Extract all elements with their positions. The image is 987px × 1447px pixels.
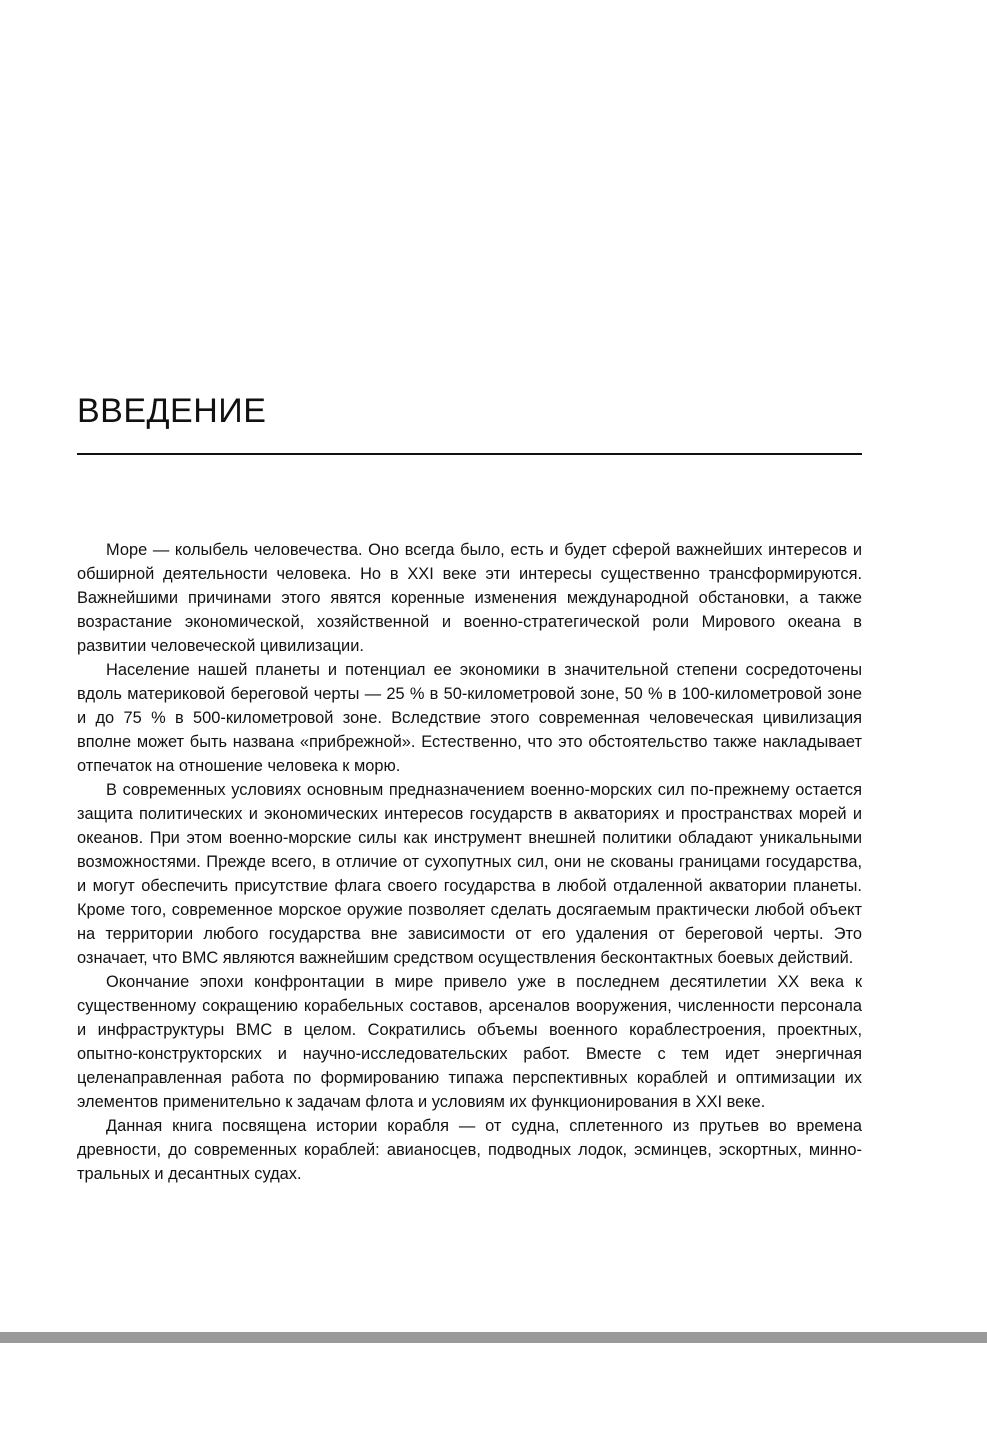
paragraph: Окончание эпохи конфронтации в мире привело уже в последнем десятилетии XX века к существенному сокращению корабельных составов, арсеналов вооружения, численности персонала и инфраструктуры ВМС в целом. Сократились объемы военного кораблестроения, проектных, опытно-конструкторских и научно-исследовательских работ. Вместе с тем идет энергичная целенаправленная работа по формированию типажа перспективных кораблей и оптимизации их элементов применительно к задачам флота и условиям их функционирования в XXI веке. [77,973,862,1111]
chapter-title: ВВЕДЕНИЕ [77,392,267,430]
paragraph: В современных условиях основным предназначением военно-морских сил по-прежнему остается защита политических и экономических интересов государств в акваториях и пространствах морей и океанов. При этом военно-морские силы как инструмент внешней политики обладают уникальными возможностями. Прежде всего, в отличие от сухопутных сил, они не скованы границами государства, и могут обеспечить присутствие флага своего государства в любой отдаленной акватории планеты. Кроме того, современное морское оружие позволяет сделать досягаемым практически любой объект на территории любого государства вне зависимости от его удаления от береговой черты. Это означает, что ВМС являются важнейшим средством осуществления бесконтактных боевых действий. [77,781,862,967]
paragraph: Море — колыбель человечества. Оно всегда было, есть и будет сферой важнейших интересов и обширной деятельности человека. Но в XXI веке эти интересы существенно трансформируются. Важнейшими причинами этого явятся коренные изменения международной обстановки, а также возрастание экономической, хозяйственной и военно-стратегической роли Мирового океана в развитии человеческой цивилизации. [77,541,862,655]
title-underline-rule [77,453,862,455]
footer-gray-bar [0,1332,987,1343]
paragraph: Население нашей планеты и потенциал ее экономики в значительной степени сосредоточены вдоль материковой береговой черты — 25 % в 50-километровой зоне, 50 % в 100-километровой зоне и до 75 % в 500-километровой зоне. Вследствие этого современная человеческая цивилизация вполне может быть названа «прибрежной». Естественно, что это обстоятельство также накладывает отпечаток на отношение человека к морю. [77,661,862,775]
paragraph: Данная книга посвящена истории корабля — от судна, сплетенного из прутьев во времена древности, до современных кораблей: авианосцев, подводных лодок, эсминцев, эскортных, минно-тральных и десантных судах. [77,1117,862,1183]
body-text [77,538,862,1186]
